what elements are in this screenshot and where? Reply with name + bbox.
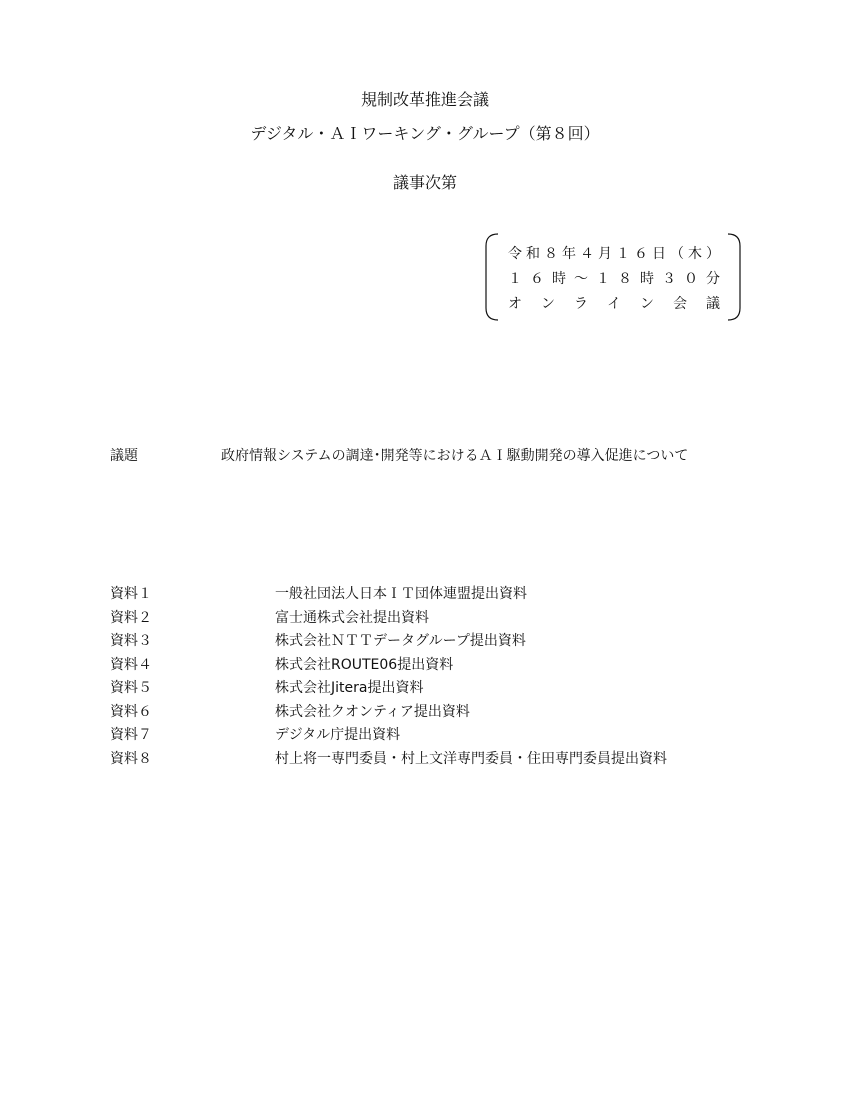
- meeting-char: 年: [562, 246, 576, 262]
- meeting-char: ３: [662, 271, 676, 287]
- meeting-char: ６: [634, 246, 648, 262]
- meeting-char: １: [596, 271, 610, 287]
- meeting-char: ８: [544, 246, 558, 262]
- meeting-venue: [508, 292, 720, 317]
- material-label: 資料５: [110, 680, 152, 696]
- material-title: デジタル庁提出資料: [275, 727, 401, 743]
- material-label: 資料１: [110, 586, 152, 602]
- meeting-char: ～: [574, 271, 588, 287]
- meeting-char: オ: [508, 296, 522, 312]
- meeting-char: ラ: [574, 296, 588, 312]
- meeting-char: 和: [526, 246, 540, 262]
- meeting-char: ０: [684, 271, 698, 287]
- material-title: 富士通株式会社提出資料: [275, 609, 429, 626]
- meeting-char: 日: [652, 246, 666, 262]
- meeting-char: ６: [530, 271, 544, 287]
- document-title: 議事次第: [392, 173, 457, 192]
- material-row: [110, 631, 810, 655]
- meeting-char: 分: [706, 271, 720, 287]
- meeting-date: [508, 242, 720, 267]
- meeting-char: （: [670, 246, 684, 262]
- working-group-title: デジタル・ＡＩワーキング・グループ（第８回）: [250, 124, 600, 143]
- material-row: [110, 725, 810, 749]
- material-label: 資料８: [110, 750, 152, 767]
- meeting-char: 会: [673, 296, 687, 312]
- material-label: 資料３: [110, 633, 152, 649]
- material-label: 資料２: [110, 609, 152, 626]
- material-title: 株式会社ROUTE06提出資料: [275, 656, 454, 673]
- meeting-time: [508, 267, 720, 292]
- meeting-char: １: [508, 271, 522, 287]
- material-title: 株式会社Jitera提出資料: [275, 680, 424, 696]
- materials-list: [110, 584, 810, 772]
- material-row: [110, 608, 810, 632]
- material-title: 村上将一専門委員・村上文洋専門委員・住田専門委員提出資料: [275, 750, 667, 767]
- meeting-char: 木: [688, 246, 702, 262]
- meeting-char: 時: [552, 271, 566, 287]
- meeting-char: ）: [706, 246, 720, 262]
- meeting-char: 議: [706, 296, 720, 312]
- agenda-label: 議題: [110, 448, 138, 464]
- material-row: [110, 678, 810, 702]
- material-row: [110, 584, 810, 608]
- meeting-char: 月: [598, 246, 612, 262]
- agenda-text: 政府情報システムの調達･開発等におけるＡＩ駆動開発の導入促進について: [221, 448, 689, 464]
- meeting-char: ン: [640, 296, 654, 312]
- material-label: 資料４: [110, 656, 152, 673]
- meeting-char: １: [616, 246, 630, 262]
- meeting-char: イ: [607, 296, 621, 312]
- material-title: 株式会社クオンティア提出資料: [275, 703, 470, 720]
- material-row: [110, 655, 810, 679]
- material-label: 資料６: [110, 703, 152, 720]
- material-row: [110, 749, 810, 773]
- material-title: 株式会社ＮＴＴデータグループ提出資料: [275, 633, 526, 649]
- meeting-char: 令: [508, 246, 522, 262]
- meeting-char: ン: [541, 296, 555, 312]
- council-name: 規制改革推進会議: [360, 90, 489, 109]
- meeting-char: ４: [580, 246, 594, 262]
- material-label: 資料７: [110, 727, 152, 743]
- meeting-info-box: [484, 232, 742, 322]
- meeting-char: ８: [618, 271, 632, 287]
- material-title: 一般社団法人日本ＩＴ団体連盟提出資料: [275, 586, 527, 602]
- meeting-char: 時: [640, 271, 654, 287]
- material-row: [110, 702, 810, 726]
